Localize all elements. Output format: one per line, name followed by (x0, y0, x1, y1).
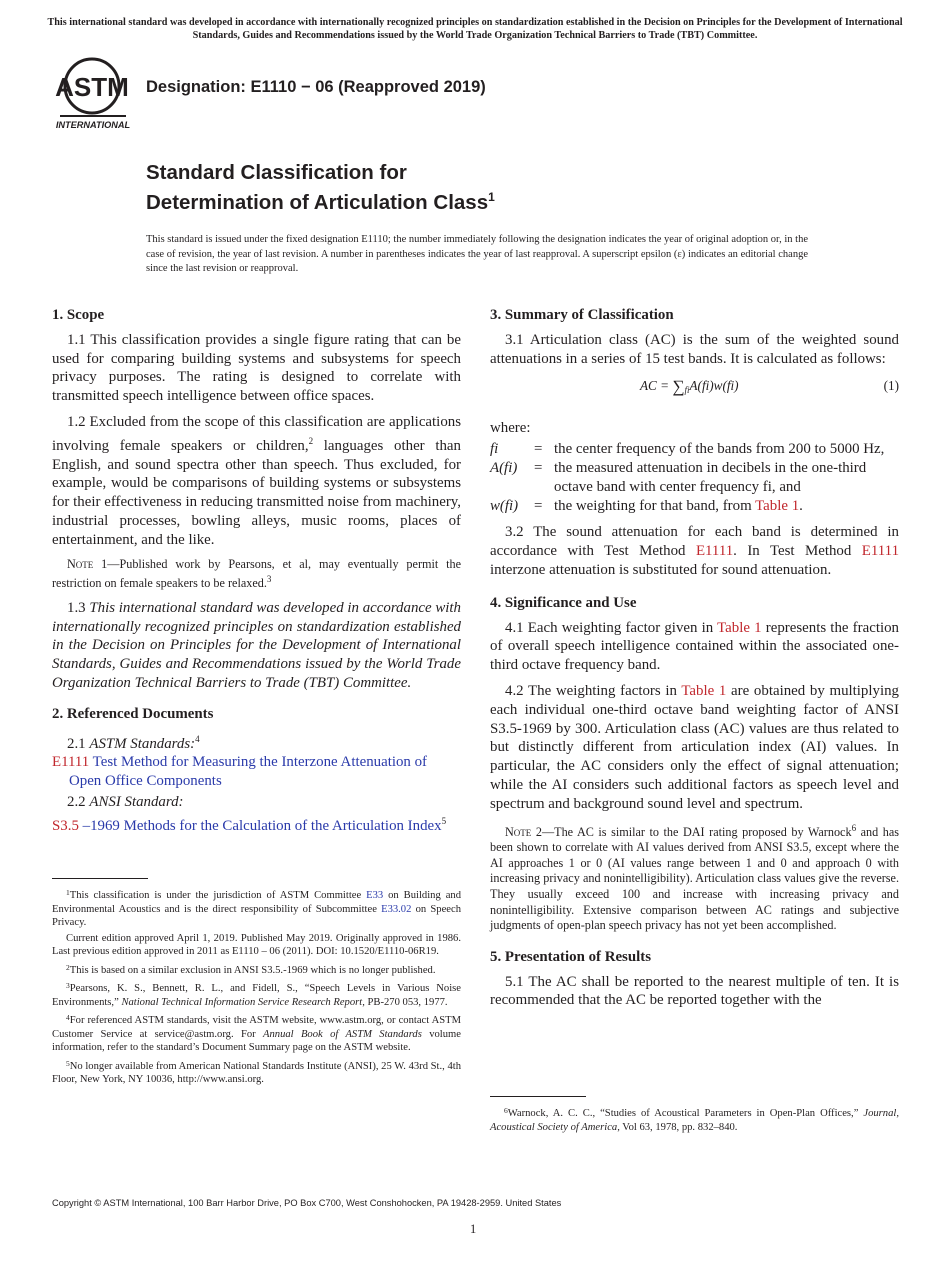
table-1-link-2[interactable]: Table 1 (717, 619, 762, 636)
para-1-3: 1.3 This international standard was developed in accordance with internationally recognized principles on standardization established in the Decision on Principles for the Development of International Standards, Guides and Recommendations issued by the World Trade Organization Technical Barriers to Trade (TBT) Committee. (52, 599, 462, 691)
footnote-ref-6[interactable]: 6 (851, 822, 857, 833)
left-column (52, 306, 461, 837)
table-1-link-3[interactable]: Table 1 (681, 682, 727, 699)
right-column (490, 306, 899, 1017)
footnote-2: $^2$This is based on a similar exclusion in ANSI S3.5.-1969 which is no longer published. (66, 962, 436, 976)
note-1: Note 1—Published work by Pearsons, et al, may eventually permit the restriction on female speakers to be relaxed.$^3$ (52, 556, 462, 591)
equation-1 (490, 375, 899, 405)
copyright: Copyright © ASTM International, 100 Barr Harbor Drive, PO Box C700, West Conshohocken, PA 19428-2959. United States (52, 1198, 562, 1208)
para-1-2: 1.2 Excluded from the scope of this classification are applications involving female speakers or children,$^2$ languages other than English, and sound spectra other than speech. Thus excluded, for example, would be comparisons of building systems or subsystems for their effectiveness in reducing transmitted noise from machinery, industrial processes, bowling alleys, music rooms, places of entertainment, and the like. (52, 413, 461, 548)
def-equals: = (534, 459, 543, 476)
def-text: the center frequency of the bands from 200 to 5000 Hz, (554, 441, 885, 458)
footnote-edition: Current edition approved April 1, 2019. Published May 2019. Originally approved in 1986. Last previous edition approved in 2011 as E1110 – 06 (2011). DOI: 10.1520/E1110-06R19. (52, 932, 461, 957)
def-text: the weighting for that band, from Table 1. (554, 497, 803, 514)
para-3-1: 3.1 Articulation class (AC) is the sum of the weighted sound attenuations in a series of 15 test bands. It is calculated as follows: (490, 331, 899, 367)
def-text: the measured attenuation in decibels in the one-third octave band with center frequency fi, and (554, 459, 867, 495)
where-label: where: (490, 420, 531, 437)
astm-logo (52, 56, 136, 134)
astm-logo-icon (52, 56, 136, 134)
footnote-ref-5[interactable]: 5 (441, 815, 447, 826)
astm-logo-word: INTERNATIONAL (55, 120, 131, 130)
footnote-4: $^4$For referenced ASTM standards, visit the ASTM website, www.astm.org, or contact ASTM Customer Service at service@astm.org. For Annual Book of ASTM Standards volume information, refer to the standard’s Document Summary page on the ASTM website. (52, 1013, 461, 1053)
footnote-3: $^3$Pearsons, K. S., Bennett, R. L., and Fidell, S., “Speech Levels in Various Noise Environments,” National Technical Information Service Research Report, PB-270 053, 1977. (52, 981, 461, 1008)
footnote-ref-2[interactable]: 2 (308, 435, 314, 446)
def-equals: = (534, 497, 543, 514)
para-4-2: 4.2 The weighting factors in Table 1 are obtained by multiplying each individual one-third octave band weighting factor of ANSI S3.5-1969 by 300. Articulation class (AC) values are thus related to but distinctly different from articulation index (AI) values. In particular, the AC considers only the effect of signal attenuation; while the AI considers such additional factors as speech level and spectrum and background sound level and spectrum. (490, 682, 899, 812)
para-4-1: 4.1 Each weighting factor given in Table 1 represents the fraction of overall speech intelligence contained within the associated one-third octave frequency band. (490, 619, 899, 674)
e33-link[interactable]: E33 (366, 890, 384, 901)
title-line-1: Standard Classification for (146, 161, 407, 184)
note-2: Note 2—The AC is similar to the DAI rating proposed by Warnock$^6$ and has been shown to correlate with AI values derived from ANSI S3.5, except where the AI approaches 1 or 0 (AI values range between 1 and 0 and approach 0 with increasing privacy and nonintelligibility). Articulation class values give the reverse. They usually exceed 100 and increase with increasing privacy and nonintelligibility. Extensive comparison between AC ratings and subjective judgments of open-plan speech privacy has not yet been accomplished. (490, 822, 899, 933)
standards-notice: This international standard was developed in accordance with internationally recognized principles on standardization established in the Decision on Principles for the Development of International Standards, Guides and Recommendations issued by the World Trade Organization Technical Barriers to Trade (TBT) Committee. (47, 17, 903, 41)
astm-logo-letters: ASTM (55, 72, 129, 102)
def-symbol: A(fi) (490, 459, 518, 476)
section-2-heading: 2. Referenced Documents (52, 705, 214, 722)
footnote-ref-3[interactable]: 3 (266, 574, 272, 585)
e1111-link[interactable]: E1111 (52, 754, 90, 771)
section-4-heading: 4. Significance and Use (490, 594, 637, 611)
table-1-link[interactable]: Table 1 (755, 497, 800, 514)
footnotes-left (52, 886, 461, 1089)
document-title (146, 160, 495, 215)
issuance-statement: This standard is issued under the fixed designation E1110; the number immediately following the designation indicates the year of original adoption or, in the case of revision, the year of last revision. A number in parentheses indicates the year of last reapproval. A superscript epsilon (ε) indicates an editorial change since the last revision or reapproval. (146, 234, 808, 275)
section-3-heading: 3. Summary of Classification (490, 307, 674, 323)
def-symbol: fi (490, 441, 499, 458)
e1111-link-2[interactable]: E1111 (695, 543, 734, 560)
e1111-title-link[interactable]: Test Method for Measuring the Interzone Attenuation of Open Office Components (69, 754, 427, 790)
equation-number: (1) (883, 378, 899, 394)
definition-list (490, 440, 899, 515)
page-number: 1 (470, 1222, 477, 1236)
para-5-1: 5.1 The AC shall be reported to the nearest multiple of ten. It is recommended that the AC be reported together with the (490, 973, 899, 1009)
e1111-link-3[interactable]: E1111 (861, 543, 900, 560)
section-5-heading: 5. Presentation of Results (490, 948, 652, 965)
title-line-2: Determination of Articulation Class$^1$ (146, 190, 495, 214)
def-symbol: w(fi) (490, 497, 519, 514)
footnote-1: $^1$This classification is under the jurisdiction of ASTM Committee E33 on Building and Environmental Acoustics and is the direct responsibility of Subcommittee E33.02 on Speech Privacy. (52, 888, 461, 928)
footnote-ref-4[interactable]: 4 (195, 733, 200, 744)
para-2-2: 2.2 ANSI Standard: (67, 793, 184, 810)
footnote-rule-right (490, 1096, 586, 1097)
footnote-6: $^6$Warnock, A. C. C., “Studies of Acoustical Parameters in Open-Plan Offices,” Journal, Acoustical Society of America, Vol 63, 1978, pp. 832–840. (490, 1106, 899, 1133)
def-equals: = (534, 441, 543, 458)
s35-title-link[interactable]: –1969 Methods for the Calculation of the Articulation Index (78, 817, 442, 834)
para-1-1: 1.1 This classification provides a single figure rating that can be used for comparing building systems and subsystems for speech privacy purposes. The rating is designed to correlate with transmitted speech intelligence between office spaces. (52, 331, 461, 405)
ref-s35 (52, 812, 461, 836)
title-footnote-ref[interactable]: 1 (488, 190, 495, 204)
footnote-rule-left (52, 878, 148, 879)
s35-link[interactable]: S3.5 (52, 817, 79, 834)
footnotes-right (490, 1104, 899, 1134)
footnote-5: $^5$No longer available from American National Standards Institute (ANSI), 25 W. 43rd St., 4th Floor, New York, NY 10036, http://www.ansi.org. (52, 1058, 461, 1085)
para-3-2: 3.2 The sound attenuation for each band is determined in accordance with Test Method E1111. In Test Method E1111 interzone attenuation is substituted for sound attenuation. (490, 524, 900, 578)
designation: Designation: E1110 − 06 (Reapproved 2019) (146, 78, 486, 96)
para-2-1: 2.1 ASTM Standards:$^4$ (67, 733, 200, 752)
ref-e1111 (52, 753, 461, 791)
section-1-heading: 1. Scope (52, 307, 105, 323)
e33-02-link[interactable]: E33.02 (381, 903, 412, 915)
equation-expression: AC = $\sum_{fi}A(fi)w(fi)$ (640, 377, 739, 397)
